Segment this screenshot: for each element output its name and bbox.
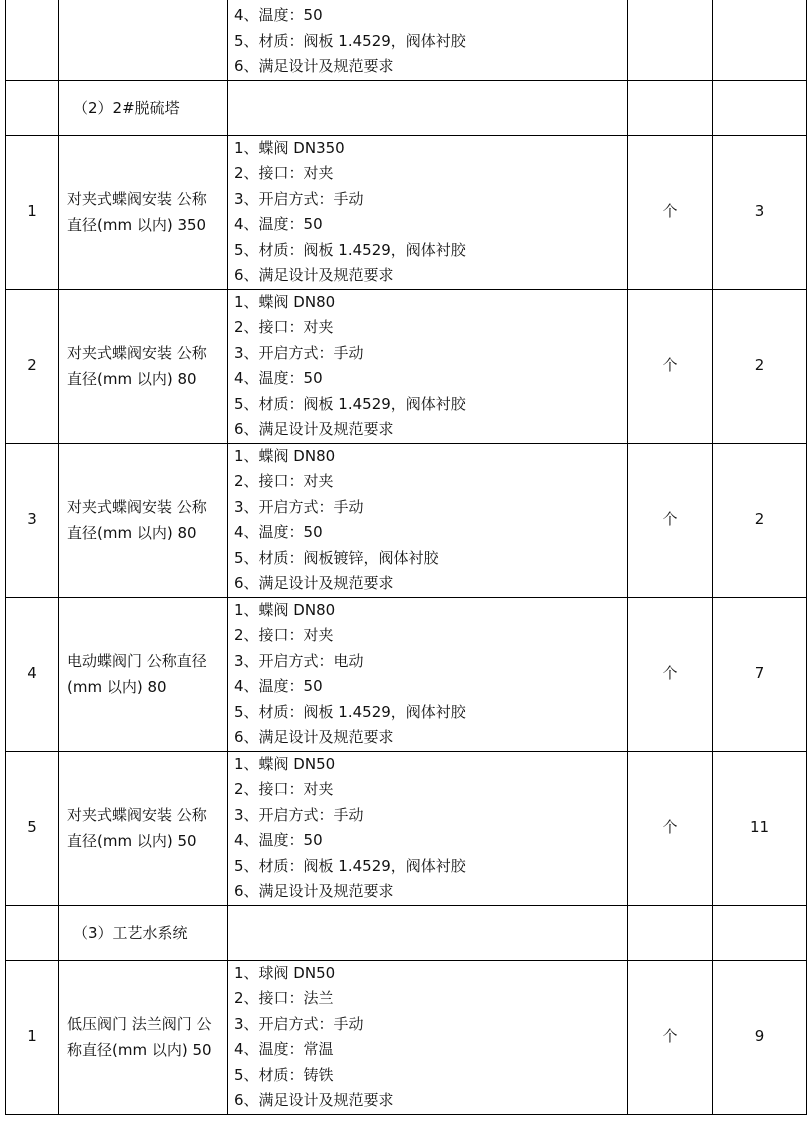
spec-line: 4、温度：50: [234, 215, 323, 233]
spec-line: 1、蝶阀 DN80: [234, 600, 336, 619]
item-spec: [228, 289, 628, 443]
spec-line: 6、满足设计及规范要求: [234, 266, 394, 284]
row-number: [6, 0, 59, 80]
item-quantity: 11: [713, 751, 807, 905]
spec-line: 2、接口：法兰: [234, 989, 334, 1007]
spec-line: 2、接口：对夹: [234, 472, 334, 490]
spec-line: 3、开启方式：手动: [234, 343, 364, 362]
row-number: 3: [6, 443, 59, 597]
item-name: 低压阀门 法兰阀门 公称直径(mm 以内) 50: [59, 960, 228, 1114]
item-spec: [228, 135, 628, 289]
spec-line: 2、接口：对夹: [234, 318, 334, 336]
table-row: [6, 135, 807, 289]
spec-line: 3、开启方式：手动: [234, 497, 364, 516]
item-unit: 个: [628, 960, 713, 1114]
spec-line: 1、球阀 DN50: [234, 963, 336, 982]
item-spec: [228, 443, 628, 597]
section-title: （3）工艺水系统: [59, 905, 228, 960]
spec-line: 6、满足设计及规范要求: [234, 1091, 394, 1109]
row-number: 1: [6, 135, 59, 289]
item-spec: [228, 80, 628, 135]
spec-line: 4、温度：50: [234, 369, 323, 387]
item-spec: [228, 597, 628, 751]
item-name: 对夹式蝶阀安装 公称直径(mm 以内) 350: [59, 135, 228, 289]
item-unit: 个: [628, 289, 713, 443]
spec-line: 3、开启方式：电动: [234, 651, 364, 670]
item-unit: [628, 905, 713, 960]
spec-line: 6、满足设计及规范要求: [234, 57, 394, 75]
spec-line: 6、满足设计及规范要求: [234, 574, 394, 592]
spec-line: 3、开启方式：手动: [234, 1014, 364, 1033]
item-name: 对夹式蝶阀安装 公称直径(mm 以内) 50: [59, 751, 228, 905]
item-spec: [228, 960, 628, 1114]
spec-line: 6、满足设计及规范要求: [234, 420, 394, 438]
item-quantity: 9: [713, 960, 807, 1114]
spec-line: 4、温度：50: [234, 677, 323, 695]
item-quantity: 2: [713, 289, 807, 443]
item-unit: 个: [628, 443, 713, 597]
row-number: 1: [6, 960, 59, 1114]
item-quantity: [713, 80, 807, 135]
spec-line: 3、开启方式：手动: [234, 189, 364, 208]
spec-line: 5、材质：阀板镀锌，阀体衬胶: [234, 548, 439, 567]
item-name: 对夹式蝶阀安装 公称直径(mm 以内) 80: [59, 443, 228, 597]
spec-line: 6、满足设计及规范要求: [234, 882, 394, 900]
spec-line: 1、蝶阀 DN350: [234, 138, 345, 157]
item-quantity: 3: [713, 135, 807, 289]
table-row: [6, 751, 807, 905]
spec-line: 1、蝶阀 DN50: [234, 754, 336, 773]
table-row: [6, 443, 807, 597]
item-quantity: [713, 0, 807, 80]
item-name: 电动蝶阀门 公称直径(mm 以内) 80: [59, 597, 228, 751]
spec-line: 6、满足设计及规范要求: [234, 728, 394, 746]
row-number: 5: [6, 751, 59, 905]
spec-line: 5、材质：阀板 1.4529，阀体衬胶: [234, 856, 466, 875]
table-row: [6, 960, 807, 1114]
item-spec: [228, 0, 628, 80]
item-name: 对夹式蝶阀安装 公称直径(mm 以内) 80: [59, 289, 228, 443]
spec-line: 2、接口：对夹: [234, 164, 334, 182]
spec-line: 1、蝶阀 DN80: [234, 446, 336, 465]
item-unit: [628, 80, 713, 135]
valve-bill-table: [5, 0, 807, 1115]
spec-line: 4、温度：50: [234, 523, 323, 541]
spec-line: 3、开启方式：手动: [234, 805, 364, 824]
row-number: [6, 80, 59, 135]
item-spec: [228, 905, 628, 960]
item-unit: 个: [628, 597, 713, 751]
spec-line: 5、材质：阀板 1.4529，阀体衬胶: [234, 702, 466, 721]
spec-line: 2、接口：对夹: [234, 780, 334, 798]
item-name: [59, 0, 228, 80]
row-number: 4: [6, 597, 59, 751]
section-title: （2）2#脱硫塔: [59, 80, 228, 135]
item-unit: [628, 0, 713, 80]
spec-line: 1、蝶阀 DN80: [234, 292, 336, 311]
section-header-row: [6, 905, 807, 960]
item-unit: 个: [628, 135, 713, 289]
table-row: [6, 289, 807, 443]
section-header-row: [6, 80, 807, 135]
item-quantity: 7: [713, 597, 807, 751]
table-row: [6, 597, 807, 751]
item-unit: 个: [628, 751, 713, 905]
row-number: [6, 905, 59, 960]
spec-line: 2、接口：对夹: [234, 626, 334, 644]
spec-line: 5、材质：阀板 1.4529，阀体衬胶: [234, 394, 466, 413]
item-spec: [228, 751, 628, 905]
spec-line: 5、材质：阀板 1.4529，阀体衬胶: [234, 240, 466, 259]
document-page: [5, 0, 807, 1115]
item-quantity: 2: [713, 443, 807, 597]
spec-line: 4、温度：50: [234, 831, 323, 849]
spec-line: 5、材质：阀板 1.4529，阀体衬胶: [234, 31, 466, 50]
item-quantity: [713, 905, 807, 960]
spec-line: 4、温度：常温: [234, 1040, 334, 1058]
spec-line: 4、温度：50: [234, 6, 323, 24]
row-number: 2: [6, 289, 59, 443]
spec-line: 5、材质：铸铁: [234, 1065, 334, 1084]
table-row: [6, 0, 807, 80]
